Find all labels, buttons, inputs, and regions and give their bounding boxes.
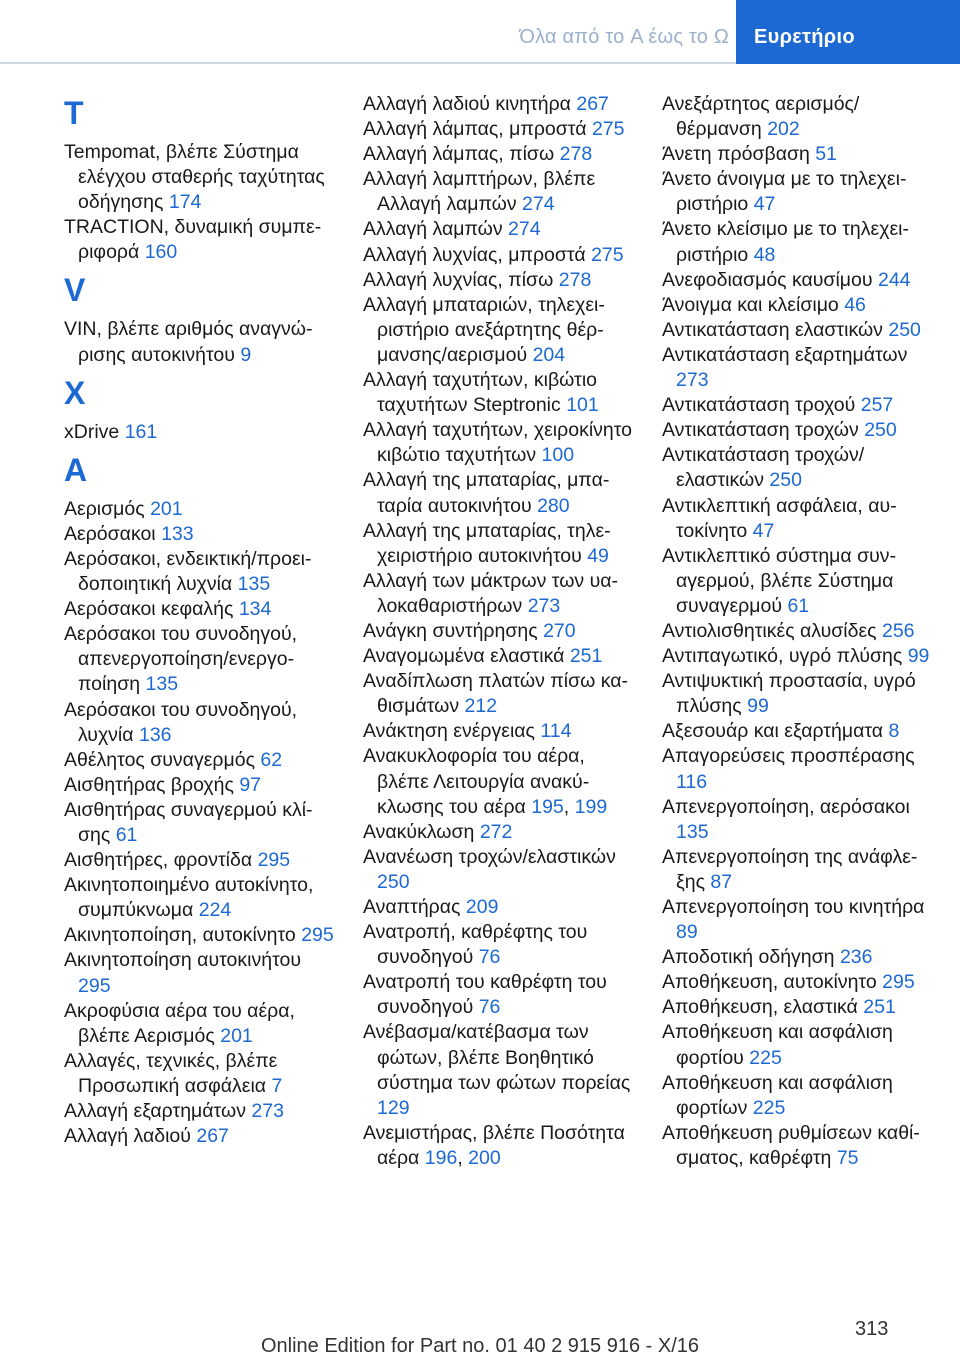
index-entry-text: Ανατροπή, καθρέφτης του συνοδηγού: [363, 921, 588, 969]
index-entry: [64, 1124, 336, 1149]
page-link[interactable]: 267: [196, 1125, 229, 1148]
index-entry: [64, 547, 336, 597]
index-entry: [662, 343, 934, 393]
index-entry-text: Αντικατάσταση ελαστικών: [662, 318, 883, 341]
index-entry: [662, 995, 934, 1020]
index-entry-text: Αθέλητος συναγερμός: [64, 748, 255, 771]
page-link[interactable]: 201: [220, 1024, 253, 1047]
page-link[interactable]: 8: [888, 720, 900, 743]
index-entry-text: Ανεξάρτητος αερισμός/ θέρμανση: [662, 93, 860, 141]
index-entry-text: Άνετο άνοιγμα με το τηλεχειριστήριο: [662, 168, 907, 216]
index-entry: [363, 569, 635, 619]
index-entry: [662, 443, 934, 493]
index-entry-text: Ανανέωση τροχών/ελαστικών: [363, 845, 616, 868]
index-entry-text: Αλλαγή λαδιού: [64, 1125, 191, 1148]
index-entry-text: Αερόσακοι του συνοδηγού, λυχνία: [64, 698, 298, 746]
page-link[interactable]: 46: [844, 293, 866, 316]
page-link[interactable]: 295: [257, 849, 291, 872]
index-entry: [363, 468, 635, 518]
index-entry: Ανακυκλοφορία του αέρα, βλέπε Λειτουργία ανακύκλωσης του αέρα 195, 199: [363, 745, 608, 818]
index-entry-text: TRACTION, δυναμική συμπεριφορά: [64, 216, 322, 264]
page-link[interactable]: 257: [860, 394, 894, 417]
index-entry: [363, 719, 635, 744]
page-link[interactable]: 7: [271, 1074, 283, 1097]
page-link[interactable]: 51: [815, 143, 837, 166]
page-link[interactable]: 270: [543, 619, 576, 642]
index-entry: [64, 923, 336, 948]
index-entry: [363, 418, 635, 468]
page-link[interactable]: 62: [260, 748, 283, 771]
index-entry: [662, 494, 934, 544]
index-entry-text: Αντικατάσταση τροχών: [662, 419, 859, 442]
index-entry-text: Απενεργοποίηση της ανάφλεξης: [662, 845, 918, 893]
index-entry-text: Αλλαγή ταχυτήτων, χειροκίνητο κιβώτιο ταχυτήτων: [363, 419, 633, 467]
index-entry: [363, 368, 635, 418]
page-link[interactable]: 244: [877, 268, 911, 291]
index-entry: [363, 519, 635, 569]
index-entry-text: Αντικλεπτική ασφάλεια, αυτοκίνητο: [662, 494, 897, 542]
page-link[interactable]: 267: [576, 93, 609, 115]
index-entry: [662, 845, 934, 895]
index-entry-text: Αερόσακοι, ενδεικτική/προειδοποιητική λυχνία: [64, 547, 312, 596]
index-entry: [64, 622, 336, 697]
page-link[interactable]: 236: [839, 946, 873, 969]
index-letter-heading: Α: [64, 451, 88, 488]
index-entry: [662, 744, 934, 794]
index-entry: [363, 669, 635, 719]
page-link[interactable]: 135: [676, 820, 709, 843]
index-entry-text: Αερισμός: [64, 497, 145, 520]
index-entry: [64, 948, 336, 998]
index-entry-text: Ακροφύσια αέρα του αέρα, βλέπε Αερισμός: [64, 999, 295, 1047]
page-link[interactable]: 250: [888, 318, 921, 341]
index-entry: [662, 1020, 934, 1070]
page-link[interactable]: 97: [239, 773, 262, 796]
index-entry-text: Αερόσακοι κεφαλής: [64, 598, 234, 621]
page-link[interactable]: 278: [558, 268, 592, 291]
index-entry: [64, 873, 336, 923]
index-column-2: [363, 92, 635, 1171]
page-link[interactable]: 48: [753, 243, 776, 266]
index-entry: [662, 544, 934, 619]
index-entry: [64, 848, 336, 873]
page-link[interactable]: 160: [144, 241, 178, 264]
index-entry-text: Ανατροπή του καθρέφτη του συνοδηγού: [363, 971, 607, 1019]
index-entry-text: Απαγορεύσεις προσπέρασης: [662, 745, 915, 768]
page-link[interactable]: 273: [527, 594, 561, 617]
index-entry: [363, 895, 635, 920]
index-entry: [64, 597, 336, 622]
index-entry: [662, 795, 934, 845]
index-entry-text: Ανάκτηση ενέργειας: [363, 720, 535, 743]
index-entry-text: Αλλαγή λαδιού κινητήρα: [363, 93, 571, 115]
index-entry: [662, 142, 934, 167]
page-link[interactable]: 129: [377, 1096, 410, 1119]
index-entry-text: Αλλαγή των μάκτρων των υαλοκαθαριστήρων: [363, 569, 619, 617]
index-entry-text: Αντικλεπτικό σύστημα συναγερμού, βλέπε Σύστημα συναγερμού: [662, 544, 897, 617]
index-entry: [64, 420, 336, 445]
page-number: 313: [855, 1318, 889, 1340]
index-entry: [363, 619, 635, 644]
page-link[interactable]: 134: [238, 598, 272, 621]
index-entry-text: Αντιολισθητικές αλυσίδες: [662, 619, 877, 642]
page-link[interactable]: 200: [468, 1146, 501, 1169]
index-entry-text: Αναπτήρας: [363, 896, 461, 918]
index-entry-text: Ακινητοποίηση αυτοκινήτου: [64, 949, 301, 972]
index-entry-text: Ανακυκλοφορία του αέρα, βλέπε Λειτουργία ανακύκλωσης του αέρα: [363, 745, 590, 818]
index-entry: [662, 268, 934, 293]
index-entry-text: Ανεφοδιασμός καυσίμου: [662, 268, 873, 291]
index-entry: [662, 293, 934, 318]
page-link[interactable]: 295: [882, 971, 915, 994]
index-entry-text: Αναγομωμένα ελαστικά: [363, 645, 565, 668]
index-entry: [363, 644, 635, 669]
page-link[interactable]: 295: [301, 924, 334, 947]
index-entry-text: Αντιψυκτική προστασία, υγρό πλύσης: [662, 670, 916, 718]
page-link[interactable]: 47: [752, 519, 775, 542]
page-link[interactable]: 250: [377, 870, 410, 893]
page-link[interactable]: 275: [591, 118, 625, 141]
page-link[interactable]: 195: [531, 795, 564, 818]
index-entry: [662, 644, 934, 669]
index-entry-text: Απενεργοποίηση, αερόσακοι: [662, 795, 910, 818]
index-entry: [64, 999, 336, 1049]
index-entry-text: Αλλαγή λυχνίας, μπροστά: [363, 243, 586, 266]
page-link[interactable]: 209: [465, 896, 499, 918]
index-entry-text: Αλλαγή εξαρτημάτων: [64, 1100, 246, 1122]
index-entry: [363, 920, 635, 970]
index-entry: [363, 142, 635, 167]
index-entry-text: Ανέβασμα/κατέβασμα των φώτων, βλέπε Βοηθητικό σύστημα των φώτων πορείας: [363, 1021, 631, 1094]
index-letter-heading: X: [64, 374, 86, 411]
index-entry: [662, 217, 934, 267]
index-entry-text: Ανακύκλωση: [363, 820, 475, 843]
page-link[interactable]: 273: [676, 369, 709, 392]
index-entry: [363, 243, 635, 268]
index-entry-text: Ακινητοποίηση, αυτοκίνητο: [64, 924, 296, 947]
page-link[interactable]: 76: [478, 946, 501, 969]
index-entry: [363, 1020, 635, 1120]
page-link[interactable]: 89: [676, 921, 698, 944]
index-entry-text: Αλλαγή λυχνίας, πίσω: [363, 268, 554, 291]
index-entry-text: Αποθήκευση ρυθμίσεων καθίσματος, καθρέφτη: [662, 1121, 920, 1169]
index-entry: [662, 895, 934, 945]
page-link[interactable]: 256: [881, 619, 915, 642]
index-entry: [64, 1049, 336, 1099]
index-entry-text: Αποδοτική οδήγηση: [662, 946, 835, 969]
page-link[interactable]: 204: [532, 343, 566, 366]
index-entry-text: Tempomat, βλέπε Σύστημα ελέγχου σταθερής ταχύτητας οδήγησης: [64, 141, 325, 214]
index-entry-text: Άνετο κλείσιμο με το τηλεχειριστήριο: [662, 218, 909, 266]
index-entry-text: Ανεμιστήρας, βλέπε Ποσότητα αέρα: [363, 1121, 625, 1169]
index-entry: [64, 773, 336, 798]
index-entry: [64, 215, 336, 265]
index-entry: [64, 140, 336, 215]
page-link[interactable]: 101: [566, 394, 599, 417]
index-entry-text: Αισθητήρας συναγερμού κλίσης: [64, 798, 313, 846]
page-link[interactable]: 76: [478, 996, 501, 1019]
index-entry: [662, 669, 934, 719]
index-entry: [662, 318, 934, 343]
page-link[interactable]: 61: [115, 823, 138, 846]
index-entry: [363, 92, 635, 117]
index-entry: [64, 317, 336, 367]
page-link[interactable]: 225: [749, 1046, 782, 1069]
page-link[interactable]: 250: [864, 419, 897, 442]
index-entry: [64, 798, 336, 848]
index-entry-text: Αποθήκευση, αυτοκίνητο: [662, 971, 877, 994]
page-link[interactable]: 114: [540, 720, 572, 743]
page-link[interactable]: 135: [145, 673, 179, 696]
header-bar: [0, 0, 736, 64]
page-link[interactable]: 212: [464, 695, 498, 718]
index-entry-text: Αλλαγές, τεχνικές, βλέπε Προσωπική ασφάλεια: [64, 1049, 278, 1097]
index-entry-text: Αλλαγή ταχυτήτων, κιβώτιο ταχυτήτων Steptronic: [363, 369, 598, 417]
page-link[interactable]: 136: [138, 723, 172, 746]
index-entry-text: Αντικατάσταση εξαρτημάτων: [662, 343, 908, 366]
index-entry-text: Αλλαγή λαμπών: [363, 218, 503, 241]
index-entry-text: Αλλαγή λάμπας, μπροστά: [363, 118, 587, 141]
index-entry-text: Άνοιγμα και κλείσιμο: [662, 293, 839, 316]
section-title: Όλα από το A έως το Ω: [519, 26, 729, 48]
index-entry: [363, 117, 635, 142]
index-letter-heading: V: [64, 272, 86, 309]
index-entry-text: Αποθήκευση και ασφάλιση φορτίου: [662, 1021, 893, 1069]
page-link[interactable]: 99: [907, 645, 930, 668]
index-entry: [662, 970, 934, 995]
page-link[interactable]: 224: [198, 899, 232, 922]
index-entry-text: Ανάγκη συντήρησης: [363, 619, 538, 642]
index-column-1: [64, 92, 336, 1149]
page-link[interactable]: 201: [150, 497, 183, 520]
index-entry-text: Αναδίπλωση πλατών πίσω καθισμάτων: [363, 670, 629, 718]
index-entry: [662, 418, 934, 443]
index-entry: [64, 698, 336, 748]
index-entry-text: Αλλαγή της μπαταρίας, μπαταρία αυτοκινήτου: [363, 469, 610, 517]
index-entry: [363, 268, 635, 293]
page-link[interactable]: 275: [591, 243, 624, 266]
page-link[interactable]: 295: [78, 974, 111, 997]
index-entry: [363, 820, 635, 845]
index-entry-text: VIN, βλέπε αριθμός αναγνώρισης αυτοκινήτου: [64, 318, 313, 366]
index-entry: [363, 217, 635, 242]
index-tab[interactable]: [736, 0, 960, 64]
index-entry: [662, 393, 934, 418]
index-entry: [363, 845, 635, 895]
footer-edition: Online Edition for Part no. 01 40 2 915 916 - X/16: [260, 1335, 700, 1357]
index-entry: [64, 497, 336, 522]
index-entry: [64, 522, 336, 547]
page-link[interactable]: 280: [537, 494, 570, 517]
index-entry-text: Αισθητήρες, φροντίδα: [64, 849, 253, 872]
index-entry-text: Αντιπαγωτικό, υγρό πλύσης: [662, 645, 903, 668]
index-entry-text: Αισθητήρας βροχής: [64, 773, 234, 796]
page-link[interactable]: 9: [240, 343, 252, 366]
page-link[interactable]: 225: [752, 1096, 786, 1119]
index-entry: [662, 1121, 934, 1171]
page-link[interactable]: 133: [161, 522, 194, 545]
index-entry-text: Απενεργοποίηση του κινητήρα: [662, 896, 925, 918]
page-link[interactable]: 161: [124, 420, 158, 443]
index-entry: [662, 92, 934, 142]
page-link[interactable]: 278: [559, 143, 593, 166]
index-entry-text: Άνετη πρόσβαση: [662, 143, 810, 166]
index-entry: [64, 1099, 336, 1124]
index-entry-text: Αξεσουάρ και εξαρτήματα: [662, 720, 884, 743]
index-entry-text: Αλλαγή μπαταριών, τηλεχειριστήριο ανεξάρτητης θέρμανσης/αερισμού: [363, 293, 605, 366]
page-link[interactable]: 99: [747, 695, 769, 718]
index-entry-text: Αλλαγή λαμπτήρων, βλέπε Αλλαγή λαμπών: [363, 168, 596, 216]
index-column-3: [662, 92, 934, 1171]
page-link[interactable]: 250: [769, 469, 802, 492]
index-entry: [662, 167, 934, 217]
index-entry-text: Αλλαγή λάμπας, πίσω: [363, 143, 555, 166]
page-link[interactable]: 174: [168, 191, 202, 214]
index-entry-text: Αερόσακοι: [64, 522, 156, 545]
page-link[interactable]: 274: [522, 193, 555, 216]
index-entry: [363, 970, 635, 1020]
index-entry: Ανεμιστήρας, βλέπε Ποσότητα αέρα 196, 200: [363, 1121, 625, 1169]
page-link[interactable]: 251: [569, 645, 603, 668]
page-link[interactable]: 75: [836, 1146, 859, 1169]
index-entry: [64, 748, 336, 773]
index-entry-text: Αποθήκευση, ελαστικά: [662, 996, 858, 1019]
page-link[interactable]: 272: [479, 820, 513, 843]
page-link[interactable]: 100: [541, 444, 575, 467]
page-link[interactable]: 274: [508, 218, 541, 241]
index-tab-label: Ευρετήριο: [754, 26, 855, 48]
page-link[interactable]: 47: [753, 193, 776, 216]
index-entry-text: Αντικατάσταση τροχών/ ελαστικών: [662, 444, 865, 492]
page-link[interactable]: 273: [251, 1100, 284, 1122]
index-entry-text: Αντικατάσταση τροχού: [662, 394, 856, 417]
page-link[interactable]: 196: [424, 1146, 458, 1169]
page-link[interactable]: 116: [676, 770, 708, 793]
index-entry: [662, 619, 934, 644]
index-entry-text: Αποθήκευση και ασφάλιση φορτίων: [662, 1071, 893, 1119]
index-entry-text: Ακινητοποιημένο αυτοκίνητο, συμπύκνωμα: [64, 874, 314, 922]
index-entry-text: xDrive: [64, 420, 120, 443]
page-link[interactable]: 49: [587, 544, 609, 567]
index-entry: [363, 167, 635, 217]
index-entry: [662, 1071, 934, 1121]
page-link[interactable]: 61: [787, 594, 810, 617]
page-link[interactable]: 251: [863, 996, 896, 1019]
index-entry: [363, 293, 635, 368]
page-link[interactable]: 87: [710, 870, 733, 893]
page-link[interactable]: 135: [237, 573, 271, 596]
index-entry: [662, 945, 934, 970]
page-link[interactable]: 202: [767, 118, 800, 141]
page-link[interactable]: 199: [574, 795, 608, 818]
index-entry-text: Αερόσακοι του συνοδηγού, απενεργοποίηση/ενεργοποίηση: [64, 623, 298, 696]
index-entry-text: Αλλαγή της μπαταρίας, τηλεχειριστήριο αυτοκινήτου: [363, 519, 611, 567]
index-letter-heading: T: [64, 95, 84, 131]
index-entry: [662, 719, 934, 744]
